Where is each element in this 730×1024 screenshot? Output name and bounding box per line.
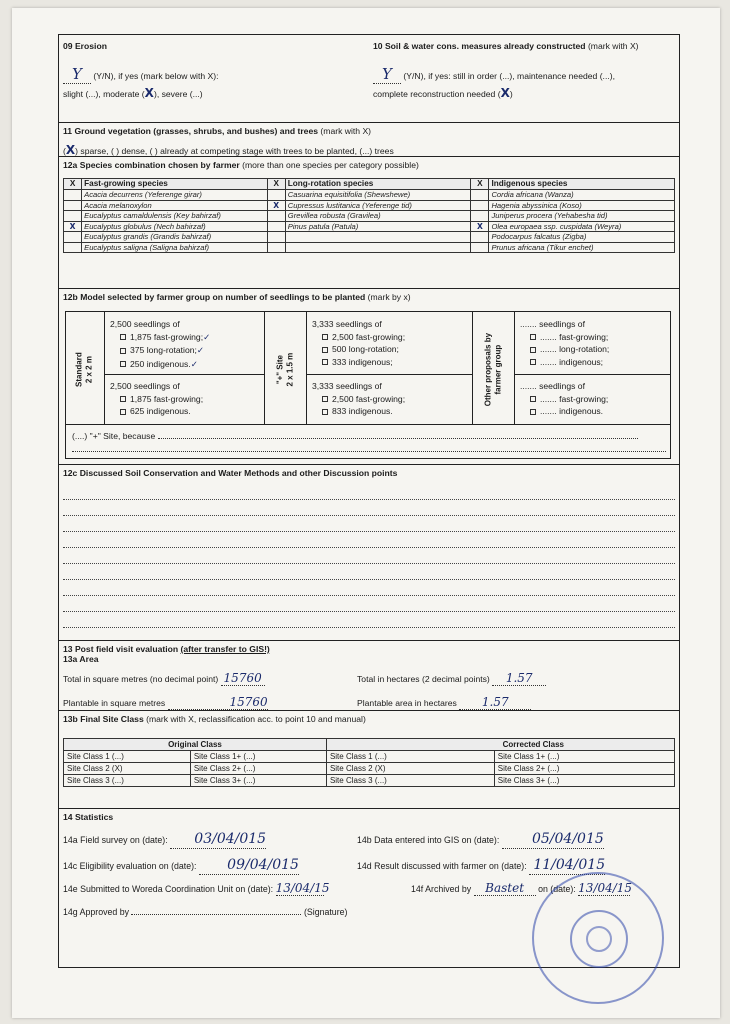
area-subtitle: 13a Area	[63, 654, 99, 665]
species-name: Eucalyptus camaldulensis (Key bahirzaf)	[82, 211, 268, 222]
species-name: Hagenia abyssinica (Koso)	[489, 200, 675, 211]
species-name: Podocarpus falcatus (Zigba)	[489, 232, 675, 243]
species-header: Long-rotation species	[285, 179, 471, 190]
other-option-1: ....... seedlings of ....... fast-growing; ....... long-rotation; ....... indigenous;	[520, 319, 610, 367]
erosion-answer: Y	[72, 65, 82, 84]
site-class-cell: Site Class 3 (...)	[326, 775, 494, 787]
site-class-cell: Site Class 2+ (...)	[494, 763, 674, 775]
plus-site-reason: (....) "+" Site, because	[68, 428, 668, 457]
total-ha-row: Total in hectares (2 decimal points) 1.57	[357, 671, 546, 686]
site-class-cell: Site Class 3 (...)	[64, 775, 191, 787]
other-option-2: ....... seedlings of ....... fast-growing; ....... indigenous.	[520, 381, 609, 416]
table-row	[64, 242, 675, 253]
plantable-ha-row: Plantable area in hectares 1.57	[357, 695, 531, 710]
archived-row: 14f Archived by Bastet on (date): 13/04/15	[411, 881, 633, 895]
species-table	[63, 178, 675, 253]
species-mark: X	[471, 221, 489, 232]
site-class-section	[59, 711, 679, 809]
erosion-soil-section	[59, 35, 679, 123]
species-mark	[471, 190, 489, 201]
plus-site-option-1: 3,333 seedlings of 2,500 fast-growing; 500 long-rotation; 333 indigenous;	[312, 319, 406, 367]
species-name	[285, 232, 471, 243]
woreda-submit-date: 13/04/15	[275, 881, 330, 895]
moderate-mark: X	[144, 86, 154, 101]
species-mark	[471, 211, 489, 222]
species-mark	[471, 232, 489, 243]
species-mark	[64, 211, 82, 222]
archived-by-name: Bastet	[485, 881, 525, 895]
plantable-sqm-value: 15760	[229, 695, 268, 709]
species-header: Fast-growing species	[82, 179, 268, 190]
site-class-title: 13b Final Site Class	[63, 714, 144, 724]
site-class-table	[63, 738, 675, 787]
species-mark	[64, 190, 82, 201]
species-header: Indigenous species	[489, 179, 675, 190]
model-title: 12b Model selected by farmer group on number of seedlings to be planted	[63, 292, 366, 302]
species-name: Prunus africana (Tikur enchet)	[489, 242, 675, 253]
species-name: Olea europaea ssp. cuspidata (Weyra)	[489, 221, 675, 232]
species-section	[59, 157, 679, 289]
standard-option-1: 2,500 seedlings of 1,875 fast-growing;✓ 375 long-rotation;✓ 250 indigenous.✓	[110, 319, 211, 370]
reconstruction-mark: X	[500, 86, 510, 101]
erosion-slight: slight (...), moderate	[63, 89, 140, 100]
field-form	[58, 34, 680, 968]
field-survey-date: 03/04/015	[194, 831, 267, 847]
corrected-class-header: Corrected Class	[326, 739, 674, 751]
species-name: Cordia africana (Wanza)	[489, 190, 675, 201]
soil-line2: complete reconstruction needed	[373, 89, 496, 100]
species-title-note: (more than one species per category possible)	[242, 160, 419, 170]
post-visit-title: 13 Post field visit evaluation	[63, 644, 179, 654]
soil-title: 10 Soil & water cons. measures already constructed	[373, 41, 586, 51]
species-mark	[267, 221, 285, 232]
site-class-cell: Site Class 2 (X)	[64, 763, 191, 775]
erosion-line1: (Y/N), if yes (mark below with X):	[93, 71, 219, 82]
species-name: Eucalyptus grandis (Grandis bahirzaf)	[82, 232, 268, 243]
site-class-cell: Site Class 1+ (...)	[494, 751, 674, 763]
site-class-note: (mark with X, reclassification acc. to point 10 and manual)	[146, 714, 366, 724]
table-row	[64, 221, 675, 232]
species-name: Acacia melanoxylon	[82, 200, 268, 211]
farmer-discussion-date: 11/04/015	[533, 857, 606, 873]
woreda-submit-row: 14e Submitted to Woreda Coordination Unit on (date): 13/04/15	[63, 881, 330, 895]
standard-option-2: 2,500 seedlings of 1,875 fast-growing; 625 indigenous.	[110, 381, 204, 416]
gis-entry-date: 05/04/015	[531, 831, 604, 847]
site-class-cell: Site Class 1+ (...)	[190, 751, 326, 763]
species-mark	[471, 200, 489, 211]
species-title: 12a Species combination chosen by farmer	[63, 160, 240, 170]
species-name: Cupressus lustitanica (Yeferenge tid)	[285, 200, 471, 211]
species-name: Juniperus procera (Yehabesha tid)	[489, 211, 675, 222]
species-header: X	[64, 179, 82, 190]
species-mark: X	[267, 200, 285, 211]
species-mark: X	[64, 221, 82, 232]
discussion-title: 12c Discussed Soil Conservation and Water Methods and other Discussion points	[63, 468, 398, 478]
soil-title-note: (mark with X)	[587, 41, 639, 51]
erosion-title: 09 Erosion	[63, 41, 107, 51]
official-stamp	[532, 872, 664, 1004]
plus-site-option-2: 3,333 seedlings of 2,500 fast-growing; 833 indigenous.	[312, 381, 406, 416]
archived-date: 13/04/15	[578, 881, 633, 895]
total-sqm-row: Total in square metres (no decimal point) 15760	[63, 671, 265, 686]
species-name: Grevillea robusta (Gravilea)	[285, 211, 471, 222]
total-ha-value: 1.57	[505, 671, 533, 685]
gis-entry-row: 14b Data entered into GIS on (date): 05/04/015	[357, 831, 604, 847]
total-sqm-value: 15760	[223, 671, 262, 685]
table-row	[64, 763, 675, 775]
species-name: Eucalyptus saligna (Saligna bahirzaf)	[82, 242, 268, 253]
plus-site-label: "+" Site 2 x 1.5 m	[275, 352, 294, 387]
table-row	[64, 211, 675, 222]
ground-vegetation-section: 11 Ground vegetation (grasses, shrubs, and bushes) and trees (mark with X) (X) sparse, ( ) dense, ( ) already at competing stage with trees to be planted, (...) trees	[59, 123, 679, 157]
standard-label: Standard 2 x 2 m	[74, 352, 93, 387]
site-class-cell: Site Class 1 (...)	[64, 751, 191, 763]
species-mark	[267, 211, 285, 222]
vegetation-text: sparse, ( ) dense, ( ) already at competing stage with trees to be planted, (...) trees	[80, 146, 394, 157]
site-class-cell: Site Class 2 (X)	[326, 763, 494, 775]
species-name: Pinus patula (Patula)	[285, 221, 471, 232]
eligibility-date: 09/04/015	[227, 857, 299, 873]
plantable-sqm-row: Plantable in square metres 15760	[63, 695, 268, 709]
vegetation-title: 11 Ground vegetation (grasses, shrubs, and bushes) and trees	[63, 126, 319, 136]
approved-row: 14g Approved by (Signature)	[63, 907, 348, 917]
erosion-severe: , severe (...)	[156, 89, 203, 100]
species-mark	[267, 232, 285, 243]
sparse-mark: X	[65, 143, 76, 158]
field-survey-row: 14a Field survey on (date): 03/04/015	[63, 831, 267, 847]
species-mark	[64, 232, 82, 243]
species-mark	[471, 242, 489, 253]
seedling-model-section	[59, 289, 679, 465]
plantable-ha-value: 1.57	[481, 695, 509, 709]
post-visit-note: (after transfer to GIS!)	[180, 644, 270, 654]
farmer-discussion-row: 14d Result discussed with farmer on (date): 11/04/015	[357, 857, 606, 873]
species-name	[285, 242, 471, 253]
species-header: X	[471, 179, 489, 190]
vegetation-title-note: (mark with X)	[320, 126, 372, 136]
soil-water-block: 10 Soil & water cons. measures already constructed (mark with X) Y (Y/N), if yes: still in order (...), maintenance needed (...), complete reconstruction needed (X)	[373, 41, 639, 101]
model-title-note: (mark by x)	[367, 292, 411, 302]
species-header: X	[267, 179, 285, 190]
species-name: Acacia decurrens (Yeferenge girar)	[82, 190, 268, 201]
table-row	[64, 751, 675, 763]
post-visit-section	[59, 641, 679, 711]
site-class-cell: Site Class 1 (...)	[326, 751, 494, 763]
species-mark	[64, 242, 82, 253]
species-mark	[267, 190, 285, 201]
soil-answer: Y	[382, 65, 392, 84]
model-grid	[65, 311, 671, 459]
table-row	[64, 775, 675, 787]
table-row	[64, 232, 675, 243]
species-mark	[267, 242, 285, 253]
statistics-title: 14 Statistics	[63, 812, 114, 822]
erosion-block: 09 Erosion Y (Y/N), if yes (mark below with X): slight (...), moderate (X), severe (...)	[59, 35, 369, 122]
species-name: Casuarina equisitifolia (Shewshewe)	[285, 190, 471, 201]
discussion-lines	[63, 484, 675, 628]
other-proposals-label: Other proposals by farmer group	[483, 332, 502, 407]
discussion-section	[59, 465, 679, 641]
species-mark	[64, 200, 82, 211]
site-class-cell: Site Class 3+ (...)	[494, 775, 674, 787]
soil-line1: (Y/N), if yes: still in order (...), maintenance needed (...),	[403, 71, 615, 82]
table-row	[64, 190, 675, 201]
site-class-cell: Site Class 2+ (...)	[190, 763, 326, 775]
site-class-cell: Site Class 3+ (...)	[190, 775, 326, 787]
species-name: Eucalyptus globulus (Nech bahirzaf)	[82, 221, 268, 232]
original-class-header: Original Class	[64, 739, 327, 751]
eligibility-row: 14c Eligibility evaluation on (date): 09/04/015	[63, 857, 299, 873]
table-row	[64, 200, 675, 211]
